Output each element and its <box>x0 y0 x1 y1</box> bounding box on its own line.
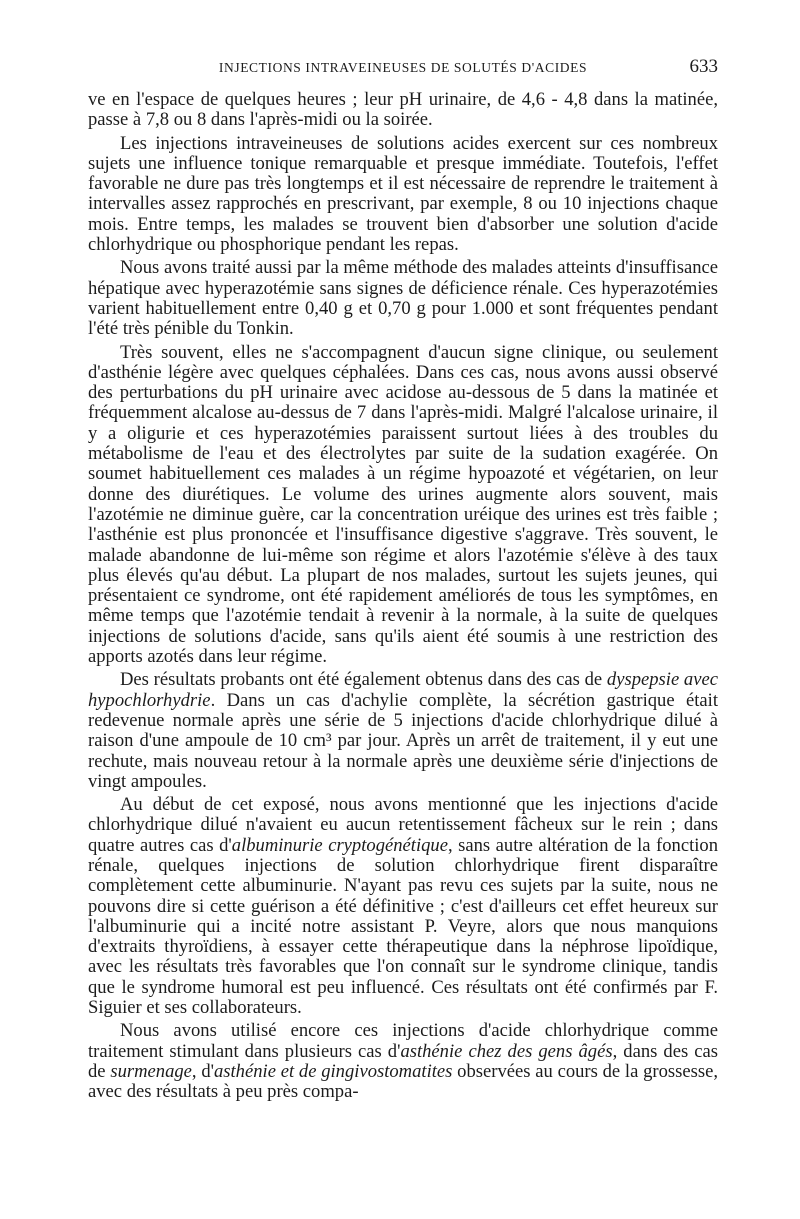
italic-text-run: asthénie chez des gens âgés <box>400 1040 613 1062</box>
text-run: Nous avons traité aussi par la même méthode des malades atteints d'insuffisance hépatique avec hyperazotémie sans signes de déficience rénale. Ces hyperazotémies varient habituellement entre 0,40 g et 0,70 g pour 1.000 et sont fréquentes pendant l'été très pénible du Tonkin. <box>88 257 718 340</box>
paragraph <box>88 90 718 131</box>
text-run: ve en l'espace de quelques heures ; leur pH urinaire, de 4,6 - 4,8 dans la matinée, passe à 7,8 ou 8 dans l'après-midi ou la soirée. <box>88 89 718 131</box>
paragraph <box>88 795 718 1018</box>
text-run: , d' <box>191 1060 214 1082</box>
paragraph <box>88 1021 718 1102</box>
text-run: observées au cours de la grossesse, avec des résultats à peu près compa- <box>88 1060 718 1103</box>
paragraph <box>88 343 718 668</box>
text-run: Nous avons utilisé encore ces injections d'acide chlorhydrique comme traitement stimulant dans plusieurs cas d' <box>88 1020 718 1062</box>
running-title: INJECTIONS INTRAVEINEUSES DE SOLUTÉS D'ACIDES <box>218 60 588 75</box>
text-run: Les injections intraveineuses de solutions acides exercent sur ces nombreux sujets une influence tonique remarquable et presque immédiate. Toutefois, l'effet favorable ne dure pas très longtemps et il est nécessaire de reprendre le traitement à intervalles assez rapprochés en prescrivant, par exemple, 8 ou 10 injections chaque mois. Entre temps, les malades se trouvent bien d'absorber une solution d'acide chlorhydrique ou phosphorique pendant les repas. <box>88 132 718 256</box>
text-run: , dans des cas de <box>88 1040 718 1082</box>
text-run: Des résultats probants ont été également obtenus dans des cas de <box>120 669 607 691</box>
page-number: 633 <box>689 56 718 77</box>
body-text <box>88 90 718 1106</box>
italic-text-run: asthénie et de gingivostomatites <box>213 1060 453 1082</box>
text-run: Au début de cet exposé, nous avons mentionné que les injections d'acide chlorhydrique dilué n'avaient eu aucun retentissement fâcheux sur le rein ; dans quatre autres cas d' <box>88 794 718 856</box>
text-run: . Dans un cas d'achylie complète, la sécrétion gastrique était redevenue normale après une série de 5 injections d'acide chlorhydrique dilué à raison d'une ampoule de 10 cm³ par jour. Après un arrêt de traitement, il y eut une rechute, mais nouveau retour à la normale après une deuxième série d'injections de vingt ampoules. <box>88 689 718 792</box>
paragraph <box>88 258 718 339</box>
text-run: , sans autre altération de la fonction rénale, quelques injections de solution chlorhydrique firent disparaître complètement cette albuminurie. N'ayant pas revu ces sujets par la suite, nous ne pouvons dire si cette guérison a été définitive ; c'est d'ailleurs cet effet heureux sur l'albuminurie qui a incité notre assistant P. Veyre, alors que nous manquions d'extraits thyroïdiens, à essayer cette thérapeutique dans la néphrose lipoïdique, avec les résultats très favorables que l'on connaît sur le syndrome clinique, tandis que le syndrome humoral est peu influencé. Ces résultats ont été confirmés par F. Siguier et ses collaborateurs. <box>88 834 718 1019</box>
paragraph <box>88 134 718 256</box>
running-header <box>88 56 718 80</box>
text-run: Très souvent, elles ne s'accompagnent d'aucun signe clinique, ou seulement d'asthénie légère avec quelques céphalées. Dans ces cas, nous avons aussi observé des perturbations du pH urinaire avec acidose au-dessous de 5 dans la matinée et fréquemment alcalose au-dessus de 7 dans l'après-midi. Malgré l'alcalose urinaire, il y a oligurie et ces hyperazotémies paraissent surtout liées à des troubles du métabolisme de l'eau et des électrolytes par suite de la sudation exagérée. On soumet habituellement ces malades à un régime hypoazoté et végétarien, on leur donne des diurétiques. Le volume des urines augmente alors souvent, mais l'azotémie ne diminue guère, car la concentration uréique des urines est très faible ; l'asthénie est plus prononcée et l'insuffisance digestive s'aggrave. Très souvent, le malade abandonne de lui-même son régime et alors l'azotémie s'élève à des taux plus élevés qu'au début. La plupart de nos malades, surtout les sujets jeunes, qui présentaient ce syndrome, ont été rapidement améliorés de tous les symptômes, en même temps que l'azotémie tendait à revenir à la normale, à la suite de quelques injections de solutions d'acide, sans qu'ils aient été soumis à une restriction des apports azotés dans leur régime. <box>88 341 718 668</box>
italic-text-run: albuminurie cryptogénétique <box>231 834 448 856</box>
paragraph <box>88 670 718 792</box>
italic-text-run: surmenage <box>110 1060 192 1082</box>
italic-text-run: dyspepsie avec hypochlorhydrie <box>88 669 718 711</box>
